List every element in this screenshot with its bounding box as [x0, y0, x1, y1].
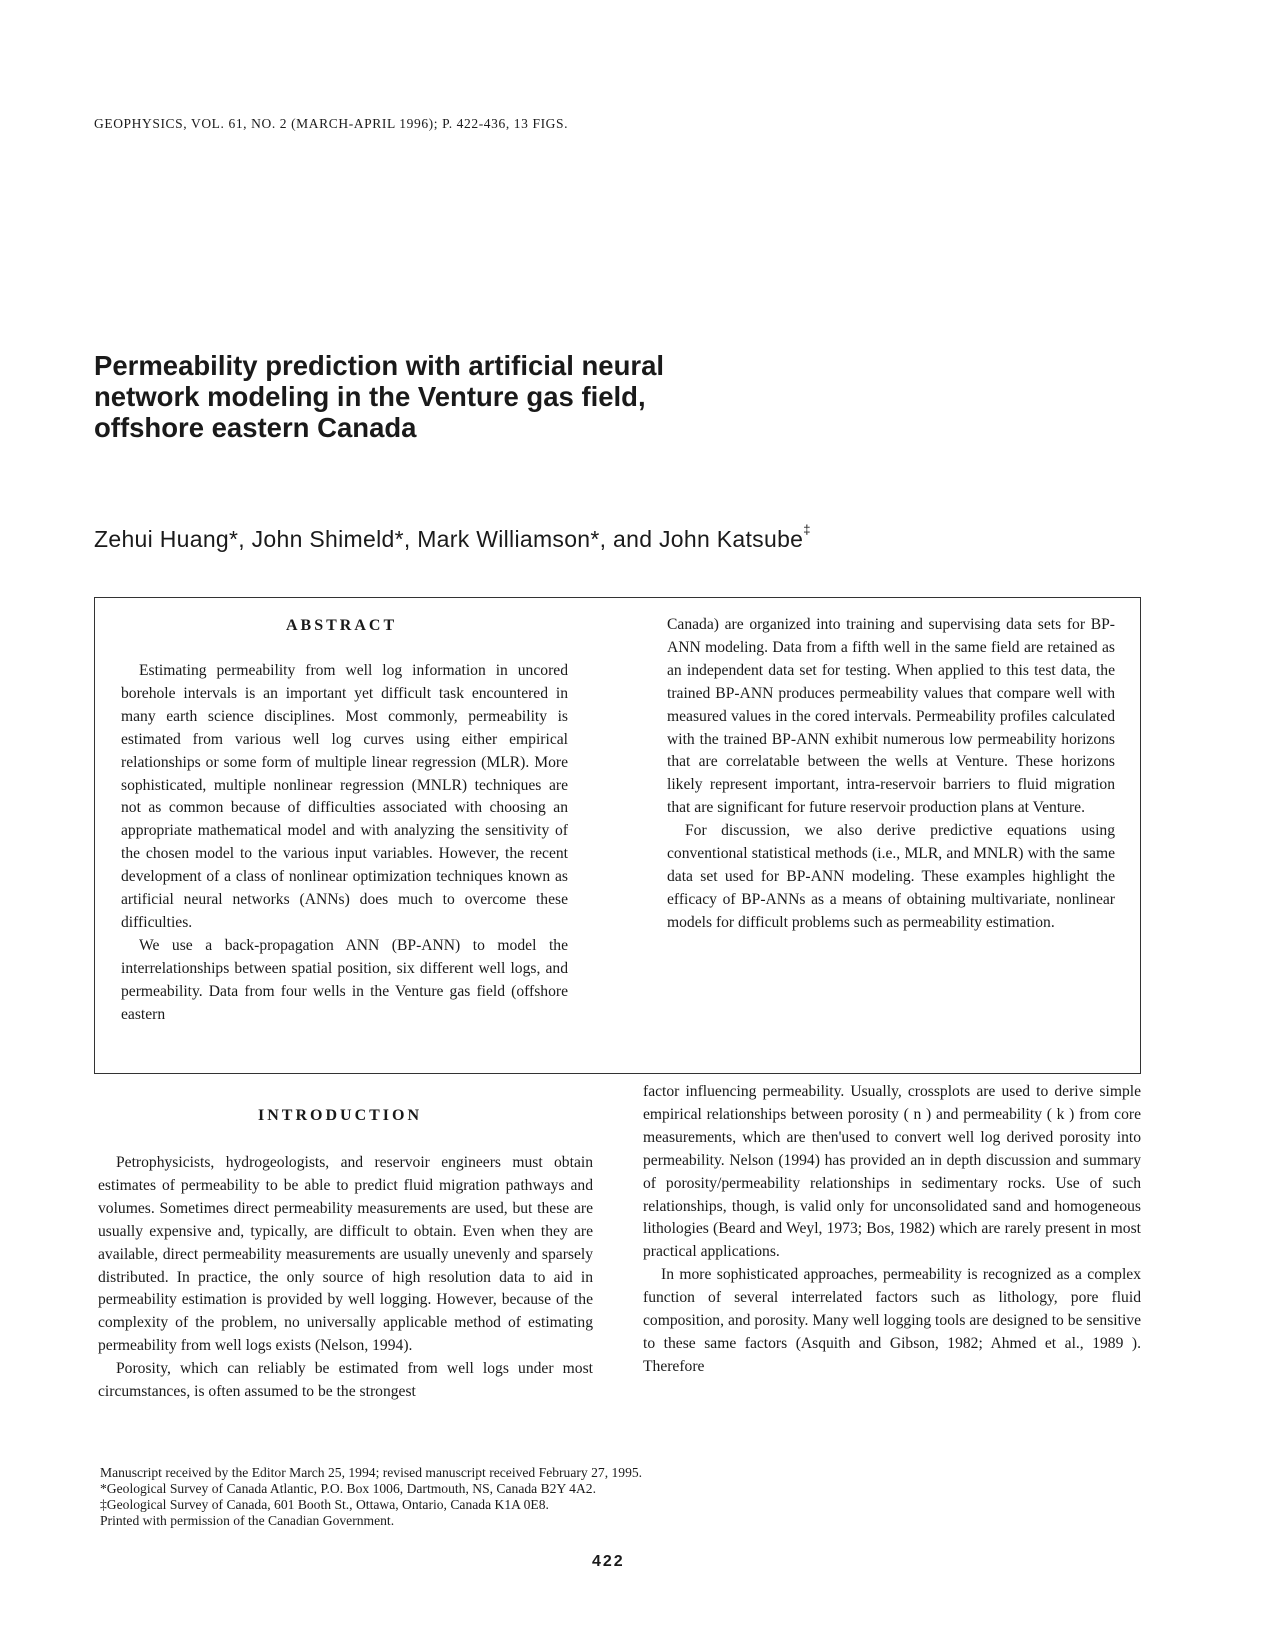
title-line: offshore eastern Canada	[94, 412, 417, 443]
abstract-paragraph: For discussion, we also derive predictive equations using conventional statistical methods (i.e., MLR, and MNLR) with the same data set used for BP-ANN modeling. These examples highlight the efficacy of BP-ANNs as a means of obtaining multivariate, nonlinear models for difficult problems such as permeability estimation.	[667, 822, 1115, 931]
footnote: Printed with permission of the Canadian Government.	[100, 1513, 395, 1528]
abstract-right-column	[667, 614, 1115, 935]
body-paragraph: Petrophysicists, hydrogeologists, and reservoir engineers must obtain estimates of permeability to be able to predict fluid migration pathways and volumes. Sometimes direct permeability measurements are used, but these are usually expensive and, typically, are difficult to obtain. Even when they are available, direct permeability measurements are usually unevenly and sparsely distributed. In practice, the only source of high resolution data to aid in permeability estimation is provided by well logging. However, because of the complexity of the problem, no universally applicable method of estimating permeability from well logs exists (Nelson, 1994).	[98, 1154, 593, 1355]
abstract-paragraph: Estimating permeability from well log information in uncored borehole intervals is an important yet difficult task encountered in many earth science disciplines. Most commonly, permeability is estimated from various well log curves using either empirical relationships or some form of multiple linear regression (MLR). More sophisticated, multiple nonlinear regression (MNLR) techniques are not as common because of difficulties associated with choosing an appropriate mathematical model and with analyzing the sensitivity of the chosen model to the various input variables. However, the recent development of a class of nonlinear optimization techniques known as artificial neural networks (ANNs) does much to overcome these difficulties.	[121, 662, 568, 931]
abstract-heading: ABSTRACT	[286, 617, 398, 634]
author-list	[94, 522, 811, 553]
body-paragraph: factor influencing permeability. Usually, crossplots are used to derive simple empirical relationships between porosity ( n ) and permeability ( k ) from core measurements, which are then'used to convert well log derived porosity into permeability. Nelson (1994) has provided an in depth discussion and summary of porosity/permeability relationships in sedimentary rocks. Use of such relationships, though, is valid only for unconsolidated sand and homogeneous lithologies (Beard and Weyl, 1973; Bos, 1982) which are rarely present in most practical applications.	[643, 1083, 1141, 1261]
abstract-paragraph: We use a back-propagation ANN (BP-ANN) to model the interrelationships between spatial position, six different well logs, and permeability. Data from four wells in the Venture gas field (offshore eastern	[121, 936, 568, 1023]
abstract-paragraph: Canada) are organized into training and supervising data sets for BP-ANN modeling. Data from a fifth well in the same field are retained as an independent data set for testing. When applied to this test data, the trained BP-ANN produces permeability values that compare well with measured values in the cored intervals. Permeability profiles calculated with the trained BP-ANN exhibit numerous low permeability horizons that are correlatable between the wells at Venture. These horizons likely represent important, intra-reservoir barriers to fluid migration that are significant for future reservoir production plans at Venture.	[667, 616, 1115, 817]
abstract-left-column	[121, 660, 568, 1027]
body-left-column	[98, 1152, 593, 1404]
paper-title	[94, 350, 794, 443]
title-line: network modeling in the Venture gas field,	[94, 381, 646, 412]
page-number: 422	[592, 1553, 625, 1570]
body-right-column	[643, 1081, 1141, 1379]
body-paragraph: In more sophisticated approaches, permeability is recognized as a complex function of several interrelated factors such as lithology, pore fluid composition, and porosity. Many well logging tools are designed to be sensitive to these same factors (Asquith and Gibson, 1982; Ahmed et al., 1989 ). Therefore	[643, 1266, 1141, 1375]
author-names: Zehui Huang*, John Shimeld*, Mark Williamson*, and John Katsube	[94, 526, 804, 552]
footnote: ‡Geological Survey of Canada, 601 Booth St., Ottawa, Ontario, Canada K1A 0E8.	[100, 1497, 549, 1512]
footnote: Manuscript received by the Editor March 25, 1994; revised manuscript received February 27, 1995.	[100, 1465, 643, 1480]
footnote: *Geological Survey of Canada Atlantic, P.O. Box 1006, Dartmouth, NS, Canada B2Y 4A2.	[100, 1481, 596, 1496]
introduction-heading: INTRODUCTION	[258, 1107, 423, 1124]
footnotes	[100, 1465, 1100, 1529]
body-paragraph: Porosity, which can reliably be estimated from well logs under most circumstances, is often assumed to be the strongest	[98, 1360, 593, 1401]
title-line: Permeability prediction with artificial neural	[94, 350, 665, 381]
journal-header: GEOPHYSICS, VOL. 61, NO. 2 (MARCH-APRIL 1996); P. 422-436, 13 FIGS.	[94, 116, 569, 131]
author-affiliation-mark: ‡	[803, 522, 811, 537]
